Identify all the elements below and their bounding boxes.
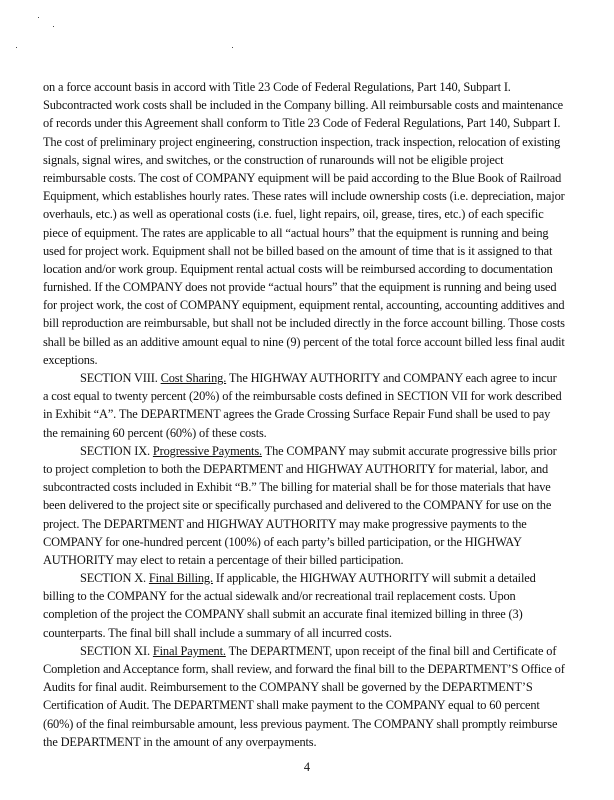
text-line: a cost equal to twenty percent (20%) of the reimbursable costs defined in SECTION VII for work described [43, 389, 562, 404]
text-line: subcontracted costs included in Exhibit “B.” The billing for material shall be for those materials that have [43, 480, 551, 495]
text-line: exceptions. [43, 352, 98, 367]
text-line: shall be billed as an additive amount equal to nine (9) percent of the total force account billed less final audit [43, 334, 565, 349]
section-first-line [43, 642, 588, 660]
text-line: on a force account basis in accord with Title 23 Code of Federal Regulations, Part 140, Subpart I. [43, 80, 511, 94]
text-line: Equipment, which establishes hourly rates. These rates will include ownership costs (i.e. depreciation, major [43, 189, 565, 204]
scan-speck [232, 47, 233, 48]
section-first-line [43, 369, 588, 387]
section-paragraph [43, 642, 588, 751]
text-line: Subcontracted work costs shall be included in the Company billing. All reimbursable costs and maintenance [43, 98, 564, 113]
text-line: The cost of preliminary project engineering, construction inspection, track inspection, relocation of existing [43, 134, 561, 149]
text-line: been delivered to the project site or specifically purchased and delivered to the COMPANY for use on the [43, 498, 552, 513]
section-label: SECTION X. [80, 571, 146, 586]
text-line: project. The DEPARTMENT and HIGHWAY AUTHORITY may make progressive payments to the [43, 516, 527, 531]
section-label: SECTION IX. [80, 443, 150, 458]
scan-speck [53, 26, 54, 27]
text-line: piece of equipment. The rates are applicable to all “actual hours” that the equipment is running and being [43, 225, 549, 240]
text-line: billing to the COMPANY for the actual sidewalk and/or recreational trail replacement costs. Upon [43, 589, 516, 604]
section-paragraph [43, 569, 588, 642]
section-lead-text: The COMPANY may submit accurate progressive bills prior [264, 443, 557, 458]
text-line: to project completion to both the DEPARTMENT and HIGHWAY AUTHORITY for material, labor, and [43, 461, 549, 476]
section-lead-text: The HIGHWAY AUTHORITY and COMPANY each agree to incur [228, 371, 557, 385]
section-first-line [43, 442, 588, 460]
section-title: Cost Sharing. [160, 371, 227, 385]
section-paragraph [43, 442, 588, 569]
text-line: in Exhibit “A”. The DEPARTMENT agrees the Grade Crossing Surface Repair Fund shall be used to pay [43, 407, 551, 422]
paragraph [43, 78, 588, 369]
text-line: location and/or work group. Equipment rental actual costs will be reimbursed according to documentation [43, 261, 553, 276]
text-line: completion of the project the COMPANY shall submit an accurate final itemized billing in three (3) [43, 607, 523, 622]
section-label: SECTION XI. [80, 643, 150, 658]
document-body [43, 78, 588, 751]
text-line: Completion and Acceptance form, shall review, and forward the final bill to the DEPARTMENT’S Office of [43, 662, 565, 676]
text-line: used for project work. Equipment shall not be billed based on the amount of time that is it assigned to that [43, 243, 553, 258]
text-line: for project work, the cost of COMPANY equipment, equipment rental, accounting, accounting additives and [43, 298, 565, 313]
section-lead-text: The DEPARTMENT, upon receipt of the final bill and Certificate of [228, 643, 557, 658]
text-line: of records under this Agreement shall conform to Title 23 Code of Federal Regulations, Part 140, Subpart I. [43, 116, 561, 131]
section-lead-text: If applicable, the HIGHWAY AUTHORITY will submit a detailed [215, 571, 536, 586]
page-number: 4 [303, 760, 311, 774]
scan-speck [38, 17, 39, 18]
scan-speck [16, 47, 17, 48]
text-line: Certification of Audit. The DEPARTMENT shall make payment to the COMPANY equal to 60 percent [43, 698, 540, 713]
text-line: AUTHORITY may elect to retain a percentage of their billed participation. [43, 552, 404, 567]
text-line: furnished. If the COMPANY does not provide “actual hours” that the equipment is running and being used [43, 280, 557, 295]
text-line: COMPANY for one-hundred percent (100%) of each party’s billed participation, or the HIGHWAY [43, 534, 522, 549]
section-title: Progressive Payments. [152, 443, 262, 458]
text-line: reimbursable costs. The cost of COMPANY equipment will be paid according to the Blue Book of Railroad [43, 170, 562, 185]
section-paragraph [43, 369, 588, 442]
section-title: Final Billing. [148, 571, 213, 586]
section-first-line [43, 569, 588, 587]
section-title: Final Payment. [152, 643, 226, 658]
text-line: the remaining 60 percent (60%) of these costs. [43, 425, 267, 440]
text-line: bill reproduction are reimbursable, but shall not be included directly in the force account billing. Those costs [43, 316, 565, 331]
section-label: SECTION VIII. [80, 371, 158, 385]
text-line: counterparts. The final bill shall include a summary of all incurred costs. [43, 625, 392, 640]
text-line: Audits for final audit. Reimbursement to the COMPANY shall be governed by the DEPARTMENT’S [43, 680, 533, 695]
text-line: overhauls, etc.) as well as operational costs (i.e. fuel, light repairs, oil, grease, tires, etc.) of each specific [43, 207, 544, 222]
text-line: (60%) of the final reimbursable amount, less previous payment. The COMPANY shall promptly reimburse [43, 716, 558, 731]
text-line: the DEPARTMENT in the amount of any overpayments. [43, 734, 317, 749]
text-line: signals, signal wires, and switches, or the construction of runarounds will not be eligible project [43, 152, 504, 167]
